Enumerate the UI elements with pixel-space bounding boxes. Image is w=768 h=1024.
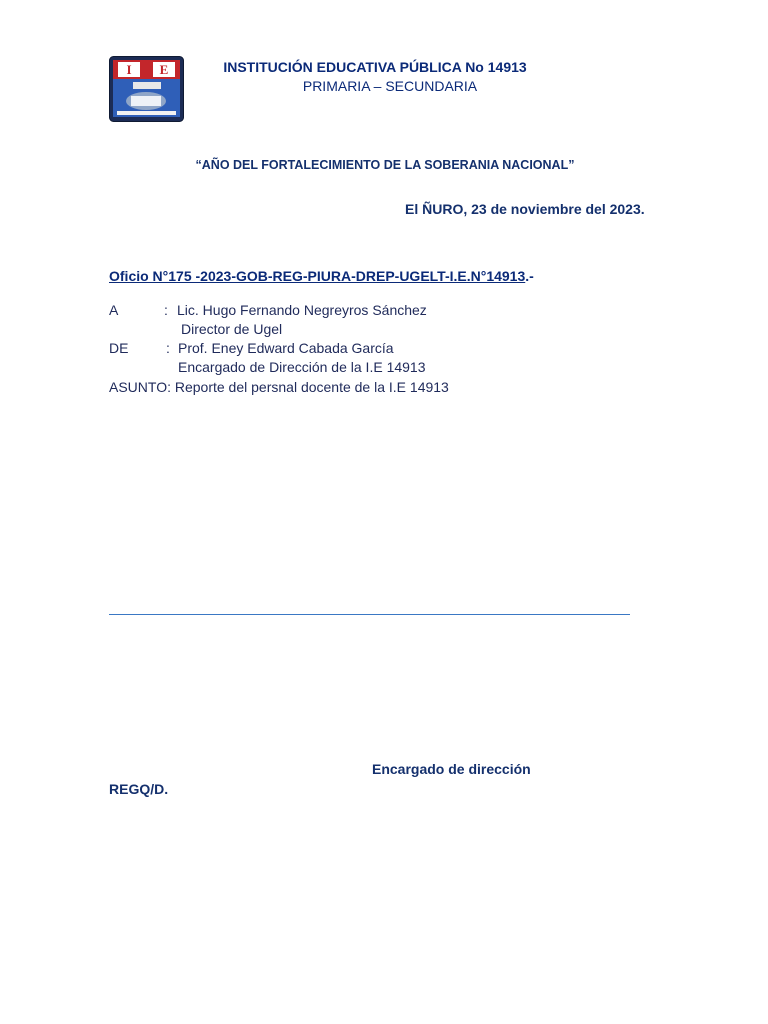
- school-emblem-logo: [109, 56, 184, 122]
- education-levels: PRIMARIA – SECUNDARIA: [302, 78, 478, 94]
- from-colon: :: [166, 340, 170, 356]
- institution-name: INSTITUCIÓN EDUCATIVA PÚBLICA No 14913: [223, 59, 527, 75]
- svg-text:E: E: [159, 62, 169, 77]
- date-line: El ÑURO, 23 de noviembre del 2023.: [405, 201, 645, 217]
- to-label: A: [109, 302, 119, 318]
- signature-title: Encargado de dirección: [372, 761, 531, 777]
- from-title: Encargado de Dirección de la I.E 14913: [178, 359, 426, 375]
- from-label: DE: [109, 340, 129, 356]
- from-name: Prof. Eney Edward Cabada García: [178, 340, 394, 356]
- signature-line: [109, 614, 630, 615]
- oficio-suffix: .-: [525, 268, 534, 284]
- to-colon: :: [164, 302, 168, 318]
- svg-text:I: I: [126, 62, 132, 77]
- year-motto: “AÑO DEL FORTALECIMIENTO DE LA SOBERANIA NACIONAL”: [195, 158, 575, 172]
- oficio-number: Oficio N°175 -2023-GOB-REG-PIURA-DREP-UGELT-I.E.N°14913: [109, 268, 526, 284]
- to-name: Lic. Hugo Fernando Negreyros Sánchez: [177, 302, 427, 318]
- oficio-number-line: [109, 268, 534, 284]
- subject-line: ASUNTO: Reporte del persnal docente de la I.E 14913: [109, 379, 449, 395]
- reference-initials: REGQ/D.: [109, 781, 169, 797]
- to-title: Director de Ugel: [181, 321, 283, 337]
